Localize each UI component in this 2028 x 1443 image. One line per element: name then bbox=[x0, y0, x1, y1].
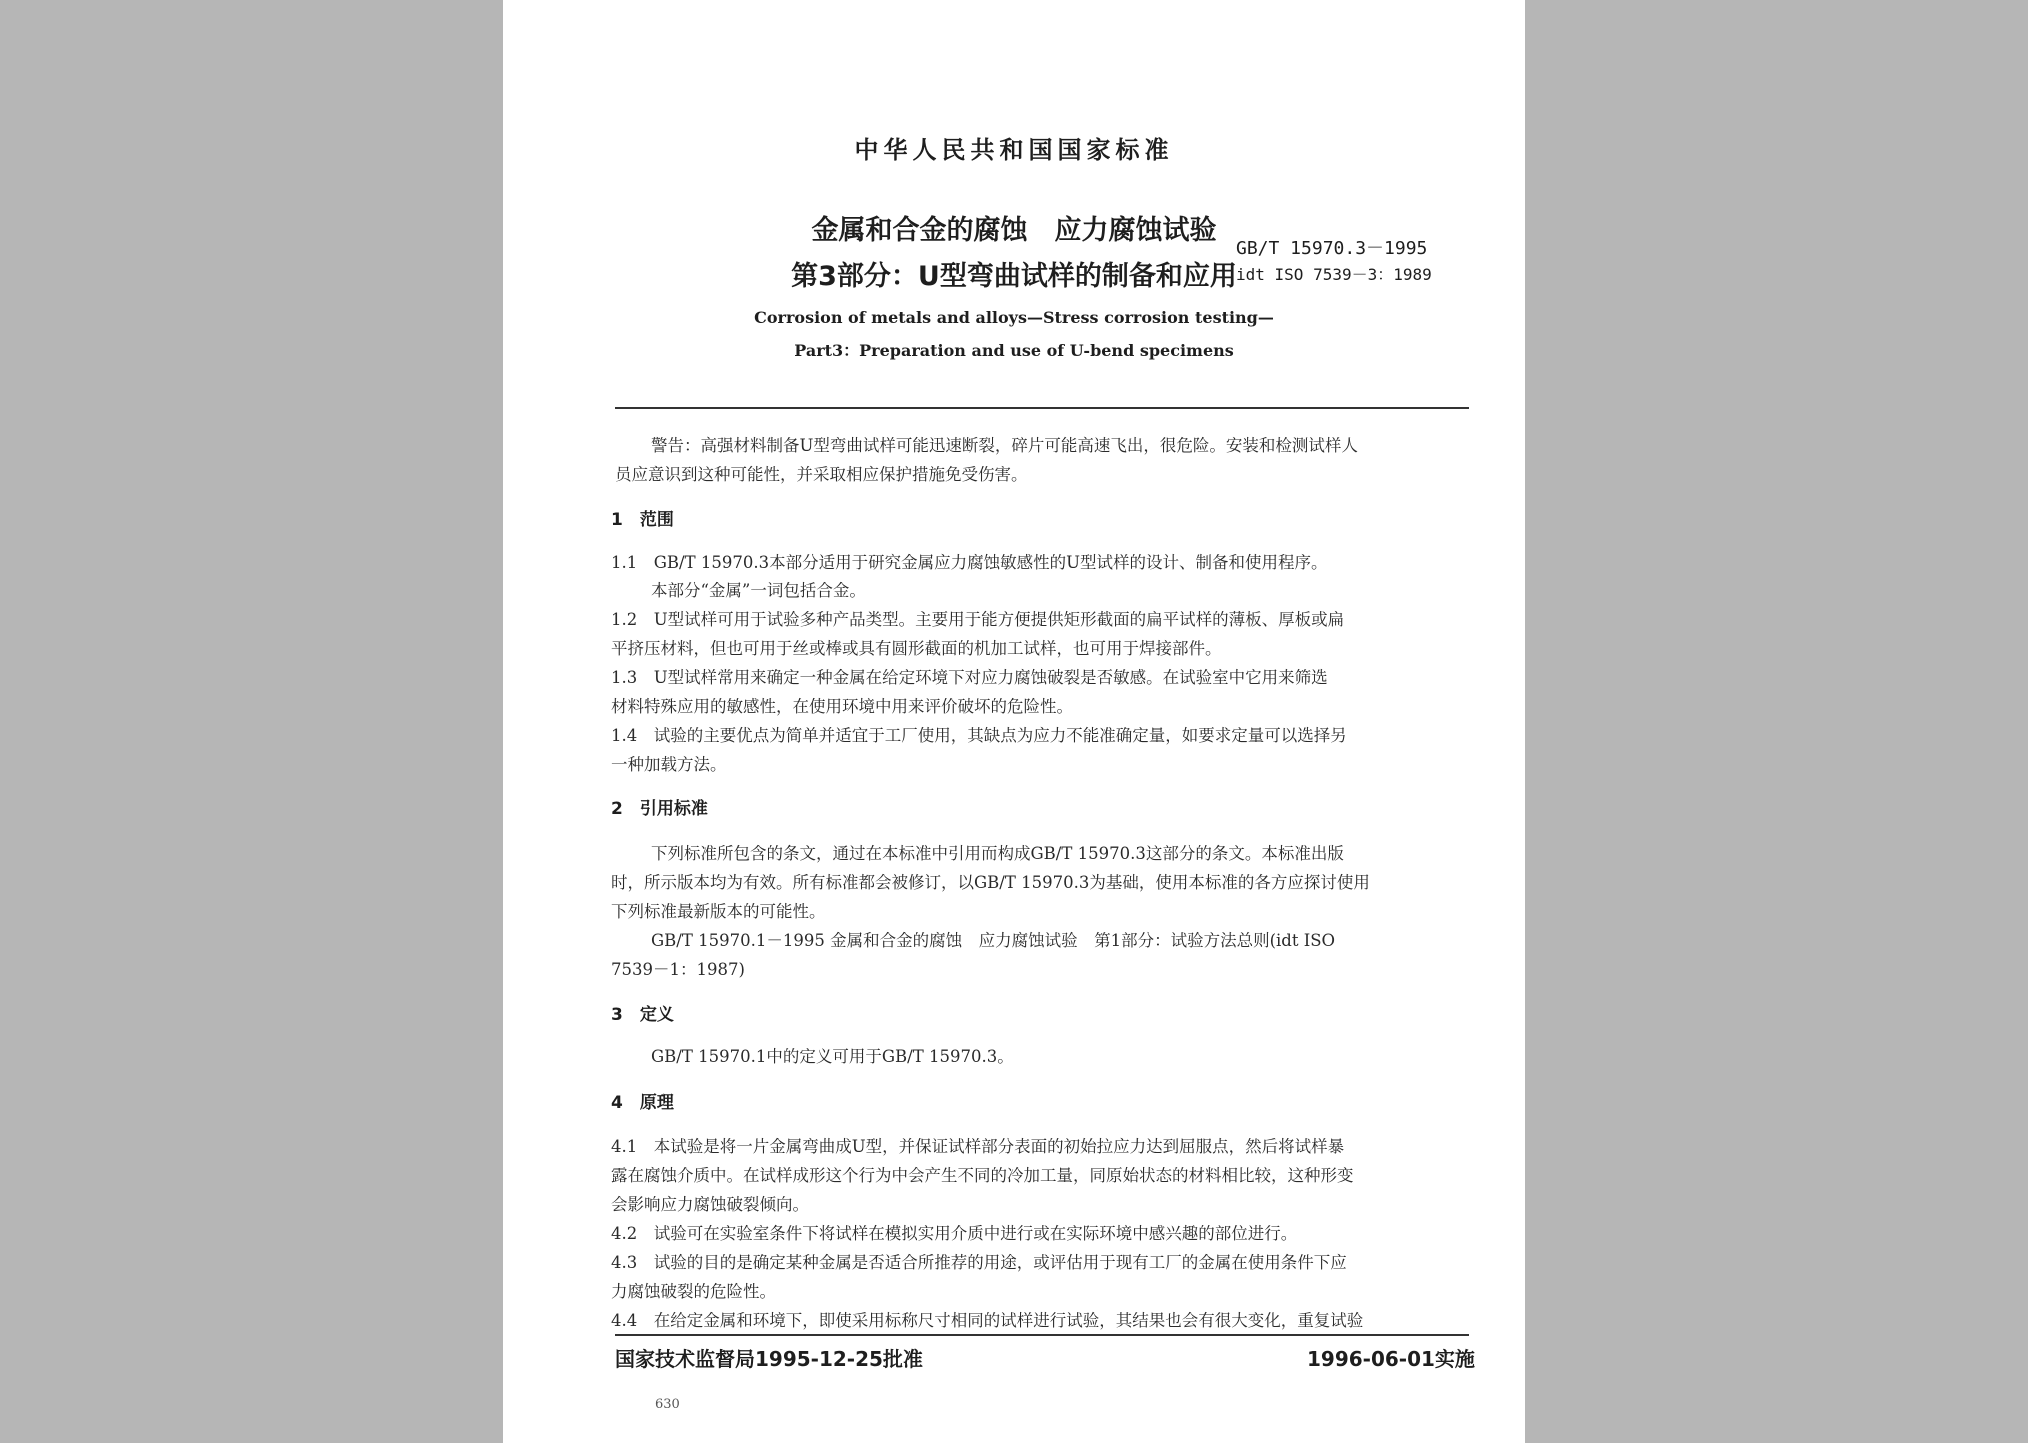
sec4-line-3: 会影响应力腐蚀破裂倾向。 bbox=[611, 1195, 809, 1214]
idt-reference: idt ISO 7539－3：1989 bbox=[1236, 265, 1432, 284]
section-2-heading: 2 引用标准 bbox=[611, 799, 708, 819]
warning-line-2: 员应意识到这种可能性，并采取相应保护措施免受伤害。 bbox=[615, 465, 1028, 484]
section-1-heading: 1 范围 bbox=[611, 510, 674, 530]
approval-date: 国家技术监督局1995-12-25批准 bbox=[615, 1347, 923, 1371]
implementation-date: 1996-06-01实施 bbox=[1307, 1347, 1475, 1371]
section-4-heading: 4 原理 bbox=[611, 1093, 674, 1113]
sec2-line-2: 时，所示版本均为有效。所有标准都会被修订，以GB/T 15970.3为基础，使用本标准的各方应探讨使用 bbox=[611, 873, 1370, 892]
sec1-line-4: 平挤压材料，但也可用于丝或棒或具有圆形截面的机加工试样，也可用于焊接部件。 bbox=[611, 639, 1222, 658]
sec2-line-5: 7539－1：1987) bbox=[611, 960, 745, 979]
chinese-title-line-1: 金属和合金的腐蚀 应力腐蚀试验 bbox=[811, 215, 1217, 246]
sec1-line-3: 1.2 U型试样可用于试验多种产品类型。主要用于能方便提供矩形截面的扁平试样的薄板、厚板或扁 bbox=[611, 610, 1345, 629]
sec1-line-8: 一种加载方法。 bbox=[611, 755, 727, 774]
sec3-line-1: GB/T 15970.1中的定义可用于GB/T 15970.3。 bbox=[651, 1047, 1014, 1066]
sec1-line-7: 1.4 试验的主要优点为简单并适宜于工厂使用，其缺点为应力不能准确定量，如要求定量可以选择另 bbox=[611, 726, 1347, 745]
header-divider bbox=[615, 407, 1469, 409]
english-title-line-2: Part3：Preparation and use of U-bend specimens bbox=[794, 341, 1234, 360]
section-3-heading: 3 定义 bbox=[611, 1005, 674, 1025]
sec1-line-5: 1.3 U型试样常用来确定一种金属在给定环境下对应力腐蚀破裂是否敏感。在试验室中它用来筛选 bbox=[611, 668, 1328, 687]
sec4-line-5: 4.3 试验的目的是确定某种金属是否适合所推荐的用途，或评估用于现有工厂的金属在使用条件下应 bbox=[611, 1253, 1347, 1272]
sec4-line-2: 露在腐蚀介质中。在试样成形这个行为中会产生不同的冷加工量，同原始状态的材料相比较，这种形变 bbox=[611, 1166, 1354, 1185]
chinese-title-line-2: 第3部分：U型弯曲试样的制备和应用 bbox=[791, 261, 1237, 292]
page-number: 630 bbox=[655, 1397, 680, 1412]
sec2-line-4: GB/T 15970.1－1995 金属和合金的腐蚀 应力腐蚀试验 第1部分：试验方法总则(idt ISO bbox=[651, 931, 1336, 950]
document-page bbox=[503, 0, 1525, 1443]
sec1-line-1: 1.1 GB/T 15970.3本部分适用于研究金属应力腐蚀敏感性的U型试样的设计、制备和使用程序。 bbox=[611, 553, 1328, 572]
sec4-line-7: 4.4 在给定金属和环境下，即使采用标称尺寸相同的试样进行试验，其结果也会有很大变化，重复试验 bbox=[611, 1311, 1364, 1330]
sec4-line-6: 力腐蚀破裂的危险性。 bbox=[611, 1282, 776, 1301]
sec4-line-1: 4.1 本试验是将一片金属弯曲成U型，并保证试样部分表面的初始拉应力达到屈服点，然后将试样暴 bbox=[611, 1137, 1345, 1156]
footer-divider bbox=[615, 1334, 1469, 1336]
standard-number: GB/T 15970.3－1995 bbox=[1236, 238, 1428, 259]
country-standard-title: 中华人民共和国国家标准 bbox=[854, 136, 1174, 164]
sec1-line-2: 本部分“金属”一词包括合金。 bbox=[651, 581, 866, 600]
sec2-line-3: 下列标准最新版本的可能性。 bbox=[611, 902, 826, 921]
english-title-line-1: Corrosion of metals and alloys—Stress corrosion testing— bbox=[754, 308, 1274, 327]
sec4-line-4: 4.2 试验可在实验室条件下将试样在模拟实用介质中进行或在实际环境中感兴趣的部位进行。 bbox=[611, 1224, 1298, 1243]
sec1-line-6: 材料特殊应用的敏感性，在使用环境中用来评价破坏的危险性。 bbox=[611, 697, 1073, 716]
warning-line-1: 警告：高强材料制备U型弯曲试样可能迅速断裂，碎片可能高速飞出，很危险。安装和检测试样人 bbox=[651, 436, 1358, 455]
sec2-line-1: 下列标准所包含的条文，通过在本标准中引用而构成GB/T 15970.3这部分的条文。本标准出版 bbox=[651, 844, 1344, 863]
